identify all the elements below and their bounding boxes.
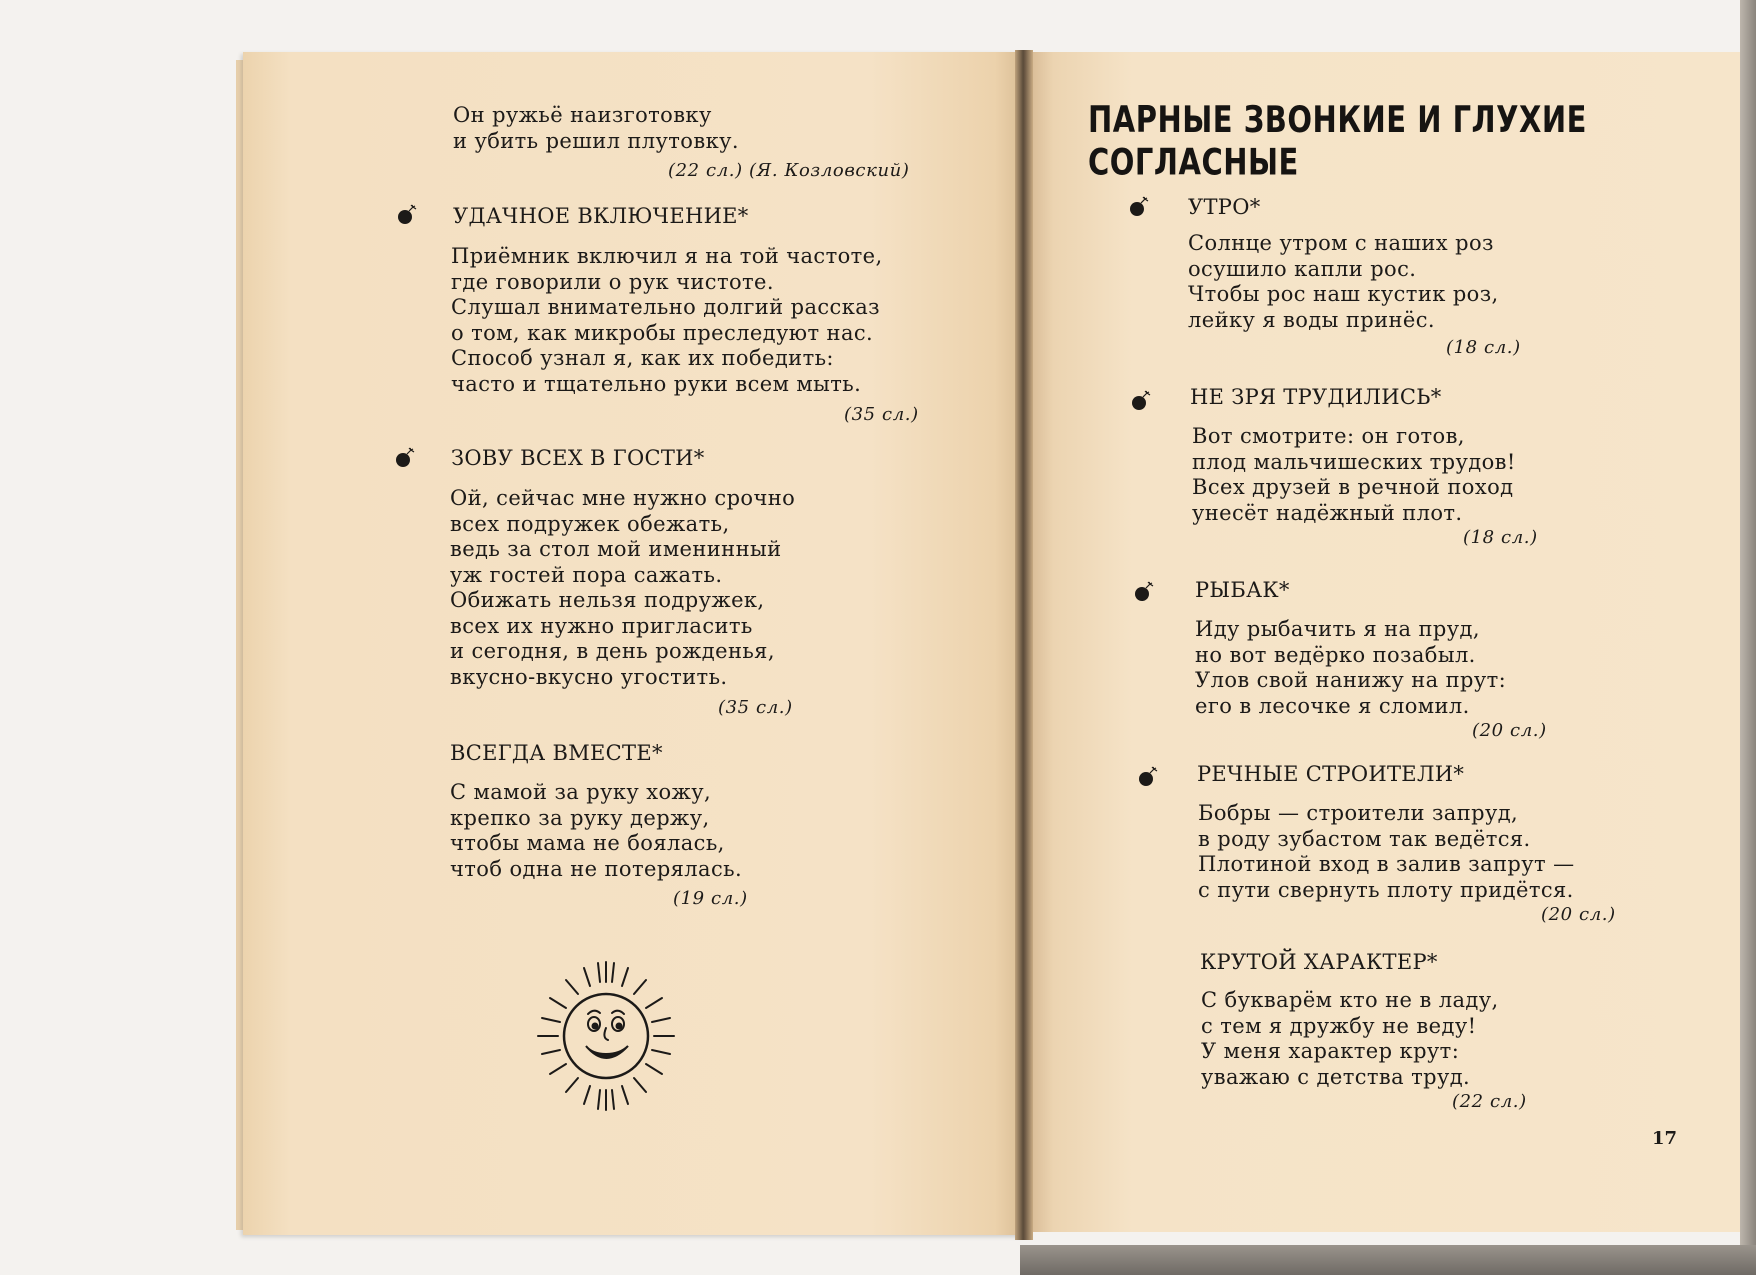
poem-credit: (20 сл.) (1472, 720, 1547, 741)
bomb-bullet-icon (1130, 390, 1152, 412)
poem-credit: (35 сл.) (718, 697, 793, 718)
poem-title: УТРО* (1188, 195, 1261, 219)
verse-line: всех их нужно пригласить (450, 613, 753, 638)
poem-title: КРУТОЙ ХАРАКТЕР* (1200, 950, 1438, 974)
bomb-bullet-icon (1133, 581, 1155, 603)
poem-verse (1201, 988, 1499, 1090)
bomb-bullet-icon (396, 204, 418, 226)
verse-line: Чтобы рос наш кустик роз, (1188, 282, 1499, 306)
book-gutter (1015, 50, 1033, 1240)
verse-line: Улов свой нанижу на прут: (1195, 668, 1507, 692)
poem-title: УДАЧНОЕ ВКЛЮЧЕНИЕ* (453, 204, 749, 228)
verse-line: С мамой за руку хожу, (450, 780, 712, 804)
verse-line: Обижать нельзя подружек, (450, 588, 765, 612)
verse-line: Солнце утром с наших роз (1188, 231, 1494, 255)
poem-verse (450, 780, 742, 882)
intro-verse (453, 103, 739, 154)
verse-line: плод мальчишеских трудов! (1192, 449, 1516, 474)
verse-line: где говорили о рук чистоте. (451, 269, 774, 294)
verse-line: осушило капли рос. (1188, 256, 1417, 281)
verse-line: всех подружек обежать, (450, 511, 730, 536)
scanner-edge-bottom (1020, 1245, 1756, 1275)
poem-title: РЕЧНЫЕ СТРОИТЕЛИ* (1197, 762, 1465, 786)
verse-line: о том, как микробы преследуют нас. (451, 320, 874, 345)
verse-line: но вот ведёрко позабыл. (1195, 642, 1476, 667)
verse-line: и сегодня, в день рожденья, (450, 639, 775, 663)
verse-line: в роду зубастом так ведётся. (1198, 826, 1531, 851)
verse-line: Вот смотрите: он готов, (1192, 424, 1465, 448)
poem-verse (1198, 801, 1575, 903)
verse-line: Всех друзей в речной поход (1192, 475, 1514, 499)
poem-credit: (19 сл.) (673, 888, 748, 909)
verse-line: и убить решил плутовку. (453, 128, 739, 153)
verse-line: Приёмник включил я на той частоте, (451, 244, 883, 268)
poem-title: РЫБАК* (1195, 578, 1290, 602)
verse-line: Ой, сейчас мне нужно срочно (450, 486, 796, 510)
verse-line: Он ружьё наизготовку (453, 103, 712, 127)
page-number: 17 (1652, 1128, 1678, 1149)
bomb-bullet-icon (1128, 196, 1150, 218)
poem-verse (1195, 617, 1506, 719)
poem-title: ЗОВУ ВСЕХ В ГОСТИ* (451, 446, 705, 470)
verse-line: У меня характер крут: (1201, 1039, 1460, 1063)
poem-credit: (18 сл.) (1463, 527, 1538, 548)
verse-line: Бобры — строители запруд, (1198, 801, 1519, 825)
poem-verse (1188, 231, 1499, 333)
verse-line: ведь за стол мой именинный (450, 537, 782, 561)
verse-line: крепко за руку держу, (450, 805, 710, 830)
poem-credit: (18 сл.) (1446, 337, 1521, 358)
poem-credit: (22 сл.) (1452, 1091, 1527, 1112)
poem-verse (451, 244, 883, 397)
verse-line: Иду рыбачить я на пруд, (1195, 617, 1480, 641)
verse-line: Плотиной вход в залив запрут — (1198, 852, 1575, 876)
verse-line: его в лесочке я сломил. (1195, 693, 1470, 718)
poem-verse (1192, 424, 1516, 526)
verse-line: С букварём кто не в ладу, (1201, 988, 1499, 1012)
verse-line: с пути свернуть плоту придётся. (1198, 877, 1574, 902)
verse-line: унесёт надёжный плот. (1192, 500, 1463, 525)
verse-line: вкусно-вкусно угостить. (450, 664, 728, 689)
poem-title: ВСЕГДА ВМЕСТЕ* (450, 741, 663, 765)
poem-title: НЕ ЗРЯ ТРУДИЛИСЬ* (1190, 385, 1442, 409)
verse-line: чтоб одна не потерялась. (450, 856, 743, 881)
verse-line: лейку я воды принёс. (1188, 307, 1435, 332)
poem-credit: (35 сл.) (844, 404, 919, 425)
bomb-bullet-icon (1137, 766, 1159, 788)
poem-credit: (22 сл.) (Я. Козловский) (668, 160, 910, 181)
verse-line: часто и тщательно руки всем мыть. (451, 371, 862, 396)
poem-credit: (20 сл.) (1541, 904, 1616, 925)
verse-line: чтобы мама не боялась, (450, 831, 725, 855)
verse-line: уважаю с детства труд. (1201, 1064, 1471, 1089)
bomb-bullet-icon (394, 447, 416, 469)
verse-line: с тем я дружбу не веду! (1201, 1013, 1477, 1038)
verse-line: Способ узнал я, как их победить: (451, 346, 834, 370)
section-title: ПАРНЫЕ ЗВОНКИЕ И ГЛУХИЕ СОГЛАСНЫЕ (1088, 98, 1587, 183)
verse-line: уж гостей пора сажать. (450, 562, 723, 587)
scanner-edge-right (1740, 0, 1756, 1275)
smiling-sun-icon (528, 958, 684, 1114)
poem-verse (450, 486, 795, 690)
verse-line: Слушал внимательно долгий рассказ (451, 295, 880, 319)
